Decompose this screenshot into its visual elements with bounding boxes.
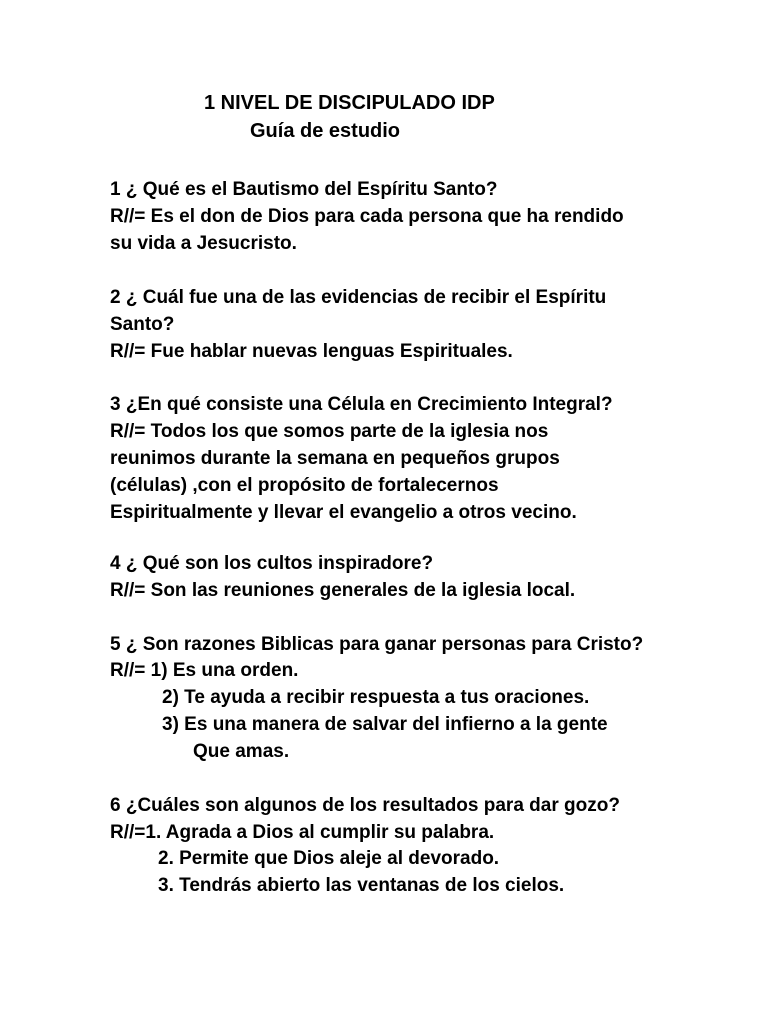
answer-5-item-2: 2) Te ayuda a recibir respuesta a tus oraciones.: [162, 687, 590, 708]
question-1: 1 ¿ Qué es el Bautismo del Espíritu Santo?: [110, 179, 498, 200]
answer-6-item-1: R//=1. Agrada a Dios al cumplir su palabra.: [110, 822, 495, 843]
answer-3-line-1: R//= Todos los que somos parte de la iglesia nos: [110, 421, 549, 442]
question-6: 6 ¿Cuáles son algunos de los resultados para dar gozo?: [110, 795, 620, 816]
answer-3-line-2: reunimos durante la semana en pequeños grupos: [110, 448, 560, 469]
document-title: 1 NIVEL DE DISCIPULADO IDP: [204, 92, 495, 114]
answer-5-item-3-line-1: 3) Es una manera de salvar del infierno a la gente: [162, 714, 608, 735]
answer-1-line-1: R//= Es el don de Dios para cada persona que ha rendido: [110, 206, 624, 227]
answer-4: R//= Son las reuniones generales de la iglesia local.: [110, 580, 576, 601]
answer-5-item-3-line-2: Que amas.: [193, 741, 290, 762]
answer-1-line-2: su vida a Jesucristo.: [110, 233, 297, 254]
answer-5-item-1: R//= 1) Es una orden.: [110, 660, 299, 681]
question-2-line-2: Santo?: [110, 314, 175, 335]
question-3: 3 ¿En qué consiste una Célula en Crecimiento Integral?: [110, 394, 613, 415]
question-5: 5 ¿ Son razones Biblicas para ganar personas para Cristo?: [110, 634, 644, 655]
answer-3-line-4: Espiritualmente y llevar el evangelio a otros vecino.: [110, 502, 577, 523]
question-2-line-1: 2 ¿ Cuál fue una de las evidencias de recibir el Espíritu: [110, 287, 607, 308]
answer-6-item-2: 2. Permite que Dios aleje al devorado.: [158, 848, 500, 869]
document-subtitle: Guía de estudio: [250, 120, 401, 142]
answer-6-item-3: 3. Tendrás abierto las ventanas de los cielos.: [158, 875, 565, 896]
question-4: 4 ¿ Qué son los cultos inspiradore?: [110, 553, 434, 574]
answer-3-line-3: (células) ,con el propósito de fortalecernos: [110, 475, 499, 496]
answer-2: R//= Fue hablar nuevas lenguas Espirituales.: [110, 341, 513, 362]
